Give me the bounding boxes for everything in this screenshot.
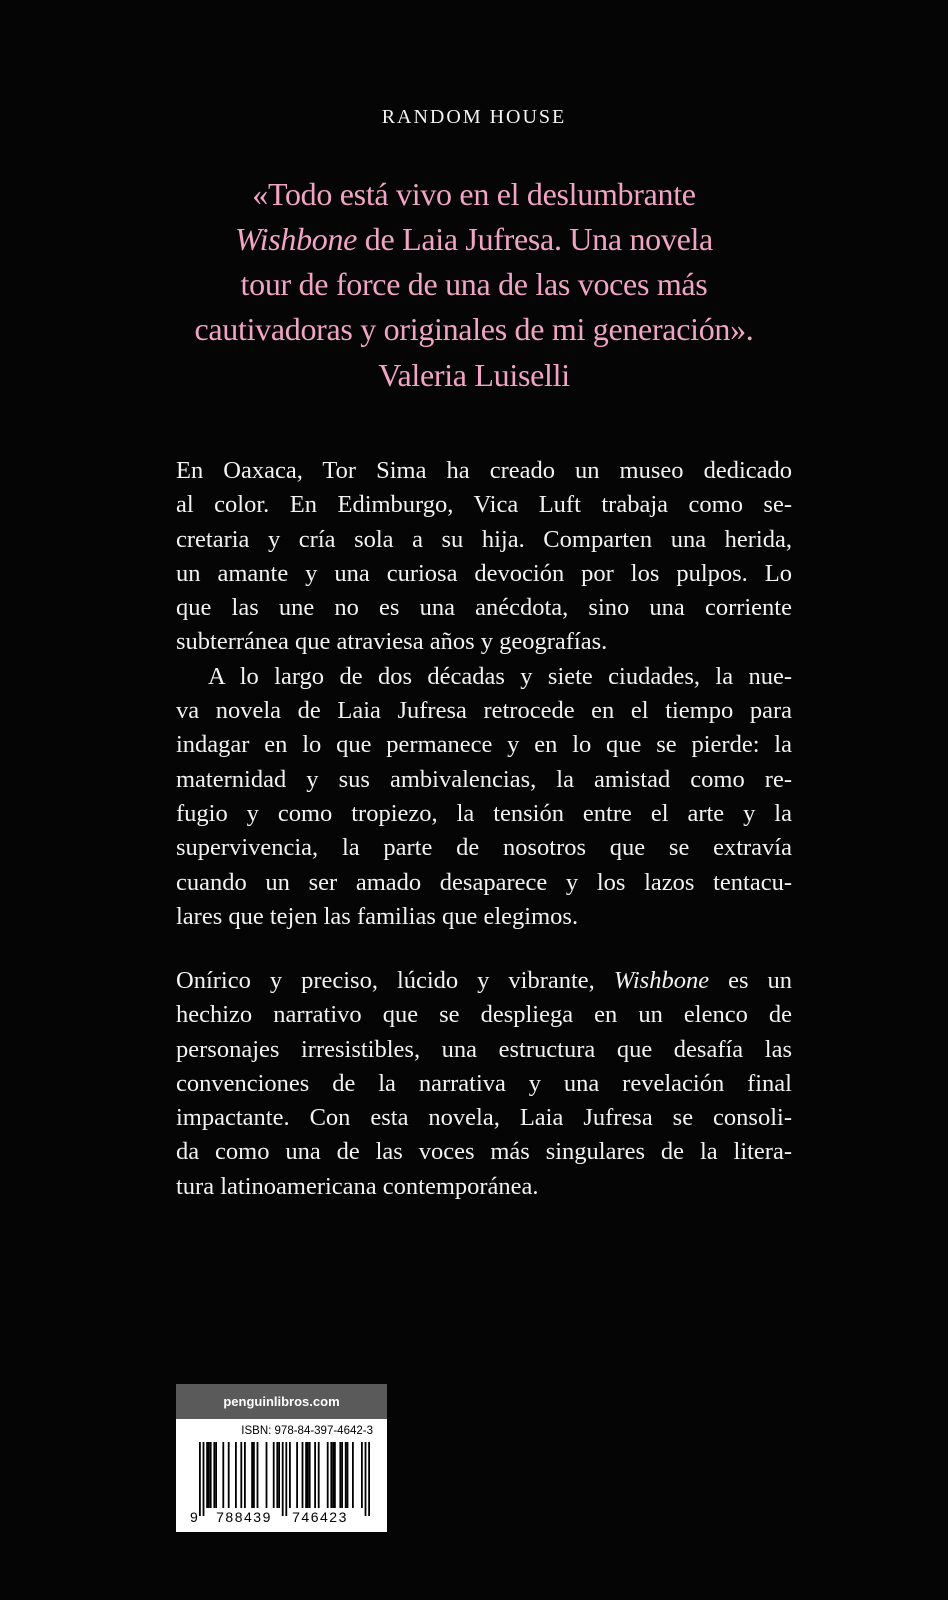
closing-line: da como una de las voces más singulares de la litera- [176,1138,792,1166]
barcode-graphic [186,1442,377,1526]
synopsis-line: cuando un ser amado desaparece y los lazos tentacu- [176,868,792,896]
synopsis-line: indagar en lo que permanece y en lo que se pierde: la [176,731,792,759]
synopsis-block [176,454,792,934]
barcode-bar [347,1442,349,1508]
barcode-bar [341,1442,343,1508]
barcode-bar [318,1442,320,1508]
barcode-bar [213,1442,215,1508]
barcode-digits-left: 788439 [216,1509,272,1525]
closing-line: hechizo narrativo que se despliega en un elenco de [176,1001,792,1029]
barcode-bar [334,1442,336,1508]
barcode-bar [206,1442,208,1508]
barcode-bars [199,1442,370,1516]
synopsis-line: al color. En Edimburgo, Vica Luft trabaja como se- [176,491,792,519]
barcode-bar [257,1442,259,1508]
synopsis-line: A lo largo de dos décadas y siete ciudades, la nue- [208,662,792,690]
barcode-bar [327,1442,329,1508]
synopsis-line: que las une no es una anécdota, sino una corriente [176,594,792,622]
isbn-barcode-box [176,1384,387,1532]
synopsis-line: va novela de Laia Jufresa retrocede en el tiempo para [176,697,792,725]
barcode-bar [282,1442,284,1516]
synopsis-line: subterránea que atraviesa años y geografías. [176,628,608,656]
quote-author: Valeria Luiselli [378,357,570,393]
barcode-bar [228,1442,230,1508]
barcode-bar [240,1442,242,1508]
barcode-bar [244,1442,246,1508]
barcode-bar [203,1442,205,1516]
barcode-bar [266,1442,268,1508]
quote-line-2-rest: de Laia Jufresa. Una novela [357,221,713,257]
barcode-bar [285,1442,287,1516]
barcode-bar [314,1442,316,1508]
closing-line-1-end: es un [709,967,792,994]
barcode-bar [251,1442,253,1508]
barcode-digits-right: 746423 [292,1509,348,1525]
barcode-digit-first: 9 [190,1509,198,1525]
closing-line: personajes irresistibles, una estructura que desafía las [176,1035,792,1063]
barcode-bar [345,1442,347,1508]
closing-line: impactante. Con esta novela, Laia Jufresa se consoli- [176,1104,792,1132]
barcode-bar [305,1442,307,1508]
barcode-bar [361,1442,363,1508]
barcode-bar [222,1442,224,1508]
barcode-bar [273,1442,275,1508]
barcode-bar [352,1442,354,1508]
publisher-name: RANDOM HOUSE [381,106,567,128]
synopsis-line: maternidad y sus ambivalencias, la amistad como re- [176,765,792,793]
quote-line-3: tour de force de una de las voces más [240,266,708,302]
barcode-bar [289,1442,291,1508]
barcode-bar [199,1442,201,1516]
synopsis-line: supervivencia, la parte de nosotros que se extravía [176,834,792,862]
endorsement-quote [160,172,788,398]
barcode-bar [235,1442,237,1508]
barcode-bar [368,1442,370,1516]
closing-line-1-start: Onírico y preciso, lúcido y vibrante, [176,967,614,994]
barcode-bar [302,1442,304,1508]
closing-line: convenciones de la narrativa y una revelación final [176,1069,792,1097]
barcode-bar [208,1442,210,1508]
synopsis-line: En Oaxaca, Tor Sima ha creado un museo dedicado [176,457,792,484]
barcode-bar [210,1442,212,1508]
closing-line: tura latinoamericana contemporánea. [176,1172,539,1200]
barcode-bar [296,1442,298,1508]
barcode-bar [309,1442,311,1508]
isbn-number: ISBN: 978-84-397-4642-3 [241,1425,373,1437]
barcode-bar [253,1442,255,1508]
synopsis-line: un amante y una curiosa devoción por los pulpos. Lo [176,559,792,587]
closing-line [176,964,792,998]
barcode-bar [332,1442,334,1508]
synopsis-line: fugio y como tropiezo, la tensión entre el arte y la [176,799,792,827]
synopsis-line: lares que tejen las familias que elegimos. [176,902,579,930]
synopsis-line: cretaria y cría sola a su hija. Comparten una herida, [176,525,792,553]
quote-book-title: Wishbone [235,221,358,257]
quote-line-1: «Todo está vivo en el deslumbrante [252,176,696,212]
quote-line-2 [160,217,788,262]
barcode-bar [278,1442,280,1508]
barcode-bar [276,1442,278,1508]
publisher-website: penguinlibros.com [176,1384,387,1419]
barcode-bar [365,1442,367,1516]
closing-paragraph [176,964,792,1204]
barcode-bar [307,1442,309,1508]
quote-line-4: cautivadoras y originales de mi generación». [194,311,754,347]
barcode-bar [215,1442,217,1508]
barcode-bar [330,1442,332,1508]
closing-book-title: Wishbone [613,967,710,994]
barcode-bar [339,1442,341,1508]
